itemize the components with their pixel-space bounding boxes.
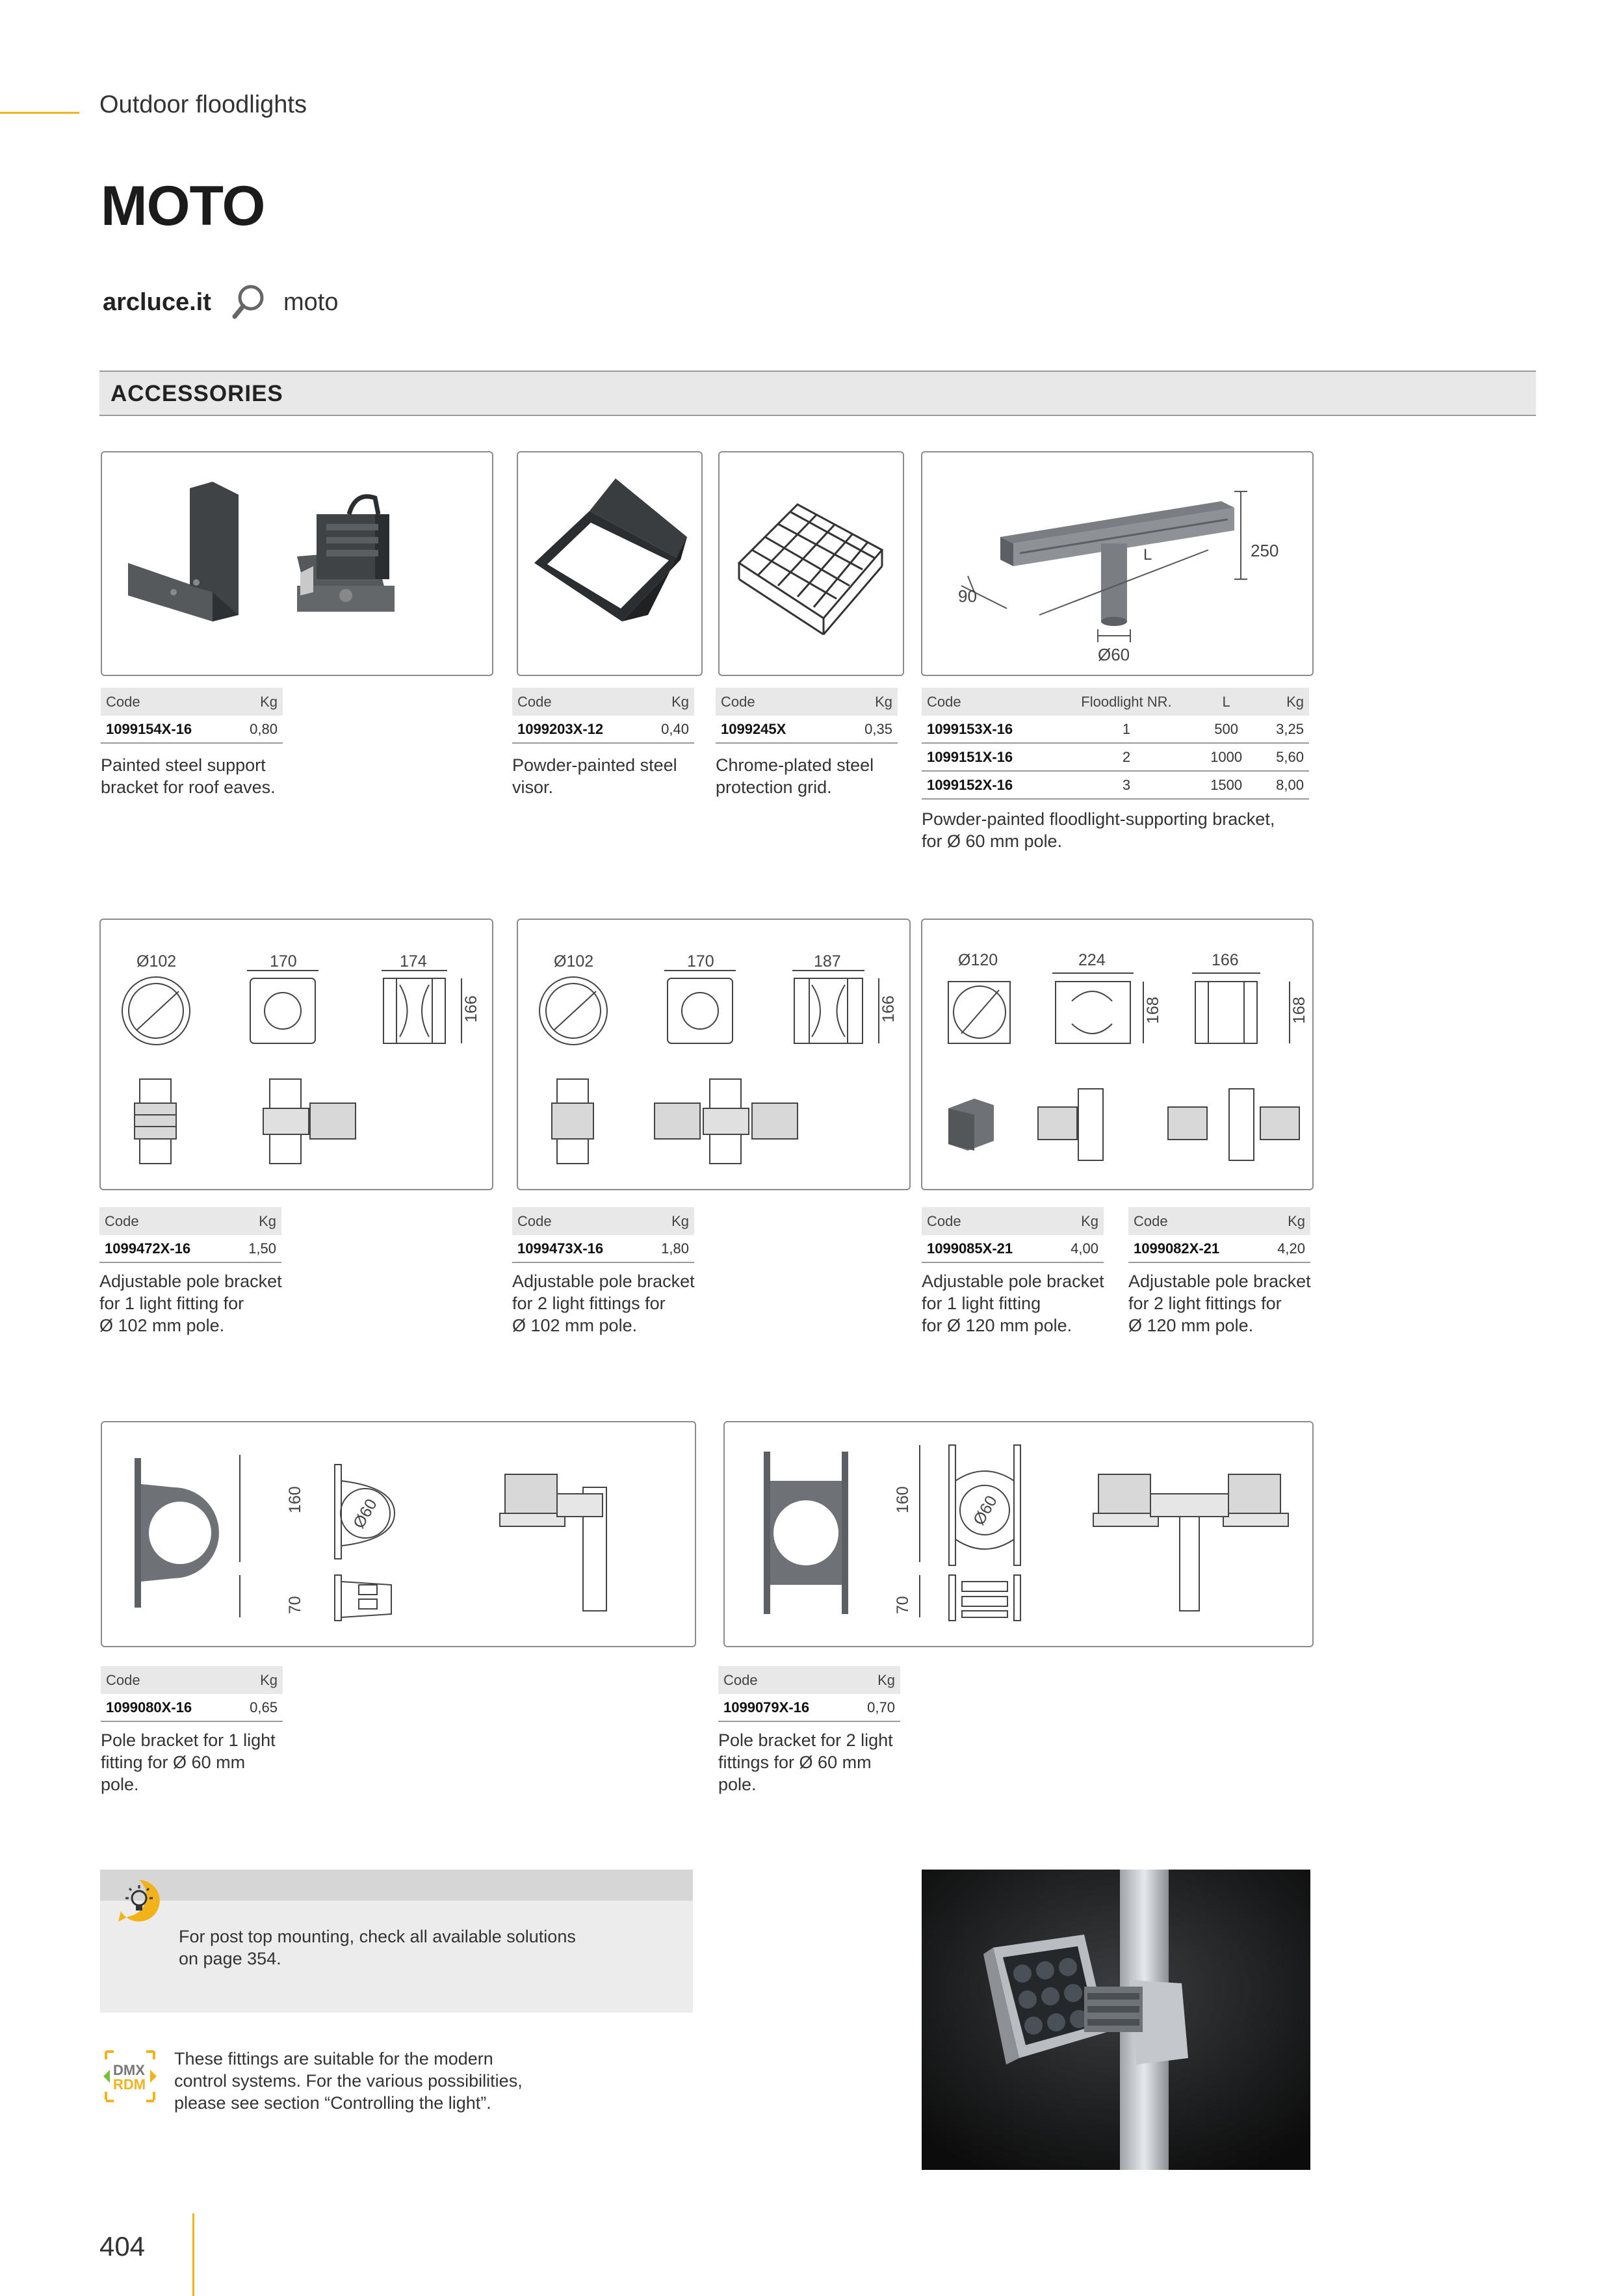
item-kg: 5,60: [1256, 743, 1309, 771]
visor-table: [512, 688, 694, 744]
search-icon: [231, 283, 265, 320]
item-kg: 0,80: [231, 716, 283, 743]
page-number: 404: [99, 2231, 146, 2262]
rdm-label: RDM: [113, 2076, 146, 2093]
header-accent-line: [0, 112, 79, 114]
search-keyword[interactable]: moto: [283, 289, 339, 316]
col-kg: Kg: [848, 1666, 900, 1694]
dim-height-1: 168: [1144, 997, 1162, 1024]
category-label: Outdoor floodlights: [99, 91, 307, 118]
col-kg: Kg: [642, 688, 694, 716]
pole-120-double-table: [1128, 1207, 1310, 1263]
t-bracket-image: [921, 451, 1314, 676]
product-photo: [922, 1870, 1310, 2170]
tip-box-header: [100, 1870, 693, 1901]
dim-width-b: 187: [814, 952, 841, 971]
dmx-label: DMX: [113, 2062, 145, 2078]
pole-120-drawing: [921, 919, 1314, 1190]
item-code: 1099245X: [716, 716, 837, 743]
dim-width: 70: [286, 1596, 304, 1614]
col-kg: Kg: [1256, 688, 1309, 716]
col-kg: Kg: [229, 1207, 281, 1235]
dim-diameter: Ø102: [554, 952, 594, 971]
item-kg: 0,70: [848, 1694, 900, 1721]
dim-length: L: [1143, 546, 1152, 564]
pole-60-double-description: Pole bracket for 2 light fittings for Ø 60 mm pole.: [718, 1730, 893, 1794]
pole-102-single-drawing: [99, 919, 493, 1190]
item-nr: 2: [1056, 743, 1197, 771]
col-code: Code: [922, 688, 1056, 716]
footer-accent-line: [192, 2213, 194, 2296]
pole-120-double-description: Adjustable pole bracket for 2 light fittings for Ø 120 mm pole.: [1128, 1272, 1311, 1335]
website-label[interactable]: arcluce.it: [103, 289, 211, 316]
item-kg: 4,00: [1052, 1235, 1104, 1262]
item-code: 1099080X-16: [101, 1694, 231, 1721]
dim-height: 160: [894, 1486, 912, 1513]
item-kg: 4,20: [1258, 1235, 1310, 1262]
dim-height: 250: [1251, 541, 1279, 560]
item-kg: 3,25: [1256, 716, 1309, 743]
col-floodlight-nr: Floodlight NR.: [1056, 688, 1197, 716]
col-code: Code: [922, 1207, 1052, 1235]
t-bracket-description: Powder-painted floodlight-supporting bracket, for Ø 60 mm pole.: [922, 809, 1275, 851]
dim-width: 70: [894, 1596, 912, 1614]
col-kg: Kg: [231, 1666, 283, 1694]
dim-width: 90: [958, 586, 977, 606]
dim-height: 160: [286, 1486, 304, 1513]
item-kg: 0,35: [837, 716, 898, 743]
dim-width-b: 166: [1212, 951, 1239, 969]
item-code: 1099153X-16: [922, 716, 1056, 743]
dmx-rdm-icon: [102, 2046, 158, 2106]
item-kg: 1,50: [229, 1235, 281, 1262]
item-code: 1099079X-16: [718, 1694, 848, 1721]
item-nr: 3: [1056, 771, 1197, 799]
col-length: L: [1197, 688, 1256, 716]
dim-height: 166: [879, 995, 898, 1023]
item-code: 1099472X-16: [99, 1235, 229, 1262]
dim-diameter: Ø60: [1098, 645, 1130, 664]
col-kg: Kg: [1052, 1207, 1104, 1235]
dim-diameter: Ø102: [136, 952, 177, 971]
item-kg: 1,80: [642, 1235, 694, 1262]
col-code: Code: [99, 1207, 229, 1235]
pole-102-double-description: Adjustable pole bracket for 2 light fittings for Ø 102 mm pole.: [512, 1272, 695, 1335]
dim-diameter: Ø60: [969, 1493, 1001, 1528]
dim-width-a: 224: [1078, 951, 1106, 969]
roof-bracket-table: [101, 688, 283, 744]
product-title: MOTO: [101, 175, 265, 237]
pole-60-single-description: Pole bracket for 1 light fitting for Ø 60 mm pole.: [101, 1730, 276, 1794]
col-code: Code: [512, 688, 642, 716]
item-code: 1099154X-16: [101, 716, 231, 743]
item-length: 1000: [1197, 743, 1256, 771]
table-row: [922, 771, 1309, 799]
lightbulb-icon: [116, 1877, 162, 1924]
pole-102-double-table: [512, 1207, 694, 1263]
pole-102-single-description: Adjustable pole bracket for 1 light fitting for Ø 102 mm pole.: [99, 1272, 282, 1335]
col-code: Code: [101, 688, 231, 716]
item-code: 1099203X-12: [512, 716, 642, 743]
pole-60-single-drawing: [101, 1421, 696, 1647]
roof-bracket-description: Painted steel support bracket for roof eaves.: [101, 755, 276, 797]
visor-description: Powder-painted steel visor.: [512, 755, 677, 797]
item-code: 1099085X-21: [922, 1235, 1052, 1262]
grid-description: Chrome-plated steel protection grid.: [716, 755, 874, 797]
item-code: 1099152X-16: [922, 771, 1056, 799]
grid-table: [716, 688, 898, 744]
col-code: Code: [512, 1207, 642, 1235]
roof-bracket-image: [101, 451, 493, 676]
pole-60-double-drawing: [723, 1421, 1314, 1647]
pole-120-single-table: [922, 1207, 1104, 1263]
col-code: Code: [101, 1666, 231, 1694]
item-code: 1099151X-16: [922, 743, 1056, 771]
item-nr: 1: [1056, 716, 1197, 743]
item-kg: 0,65: [231, 1694, 283, 1721]
section-title: ACCESSORIES: [110, 381, 283, 406]
t-bracket-table: [922, 688, 1309, 800]
col-kg: Kg: [231, 688, 283, 716]
pole-60-single-table: [101, 1666, 283, 1722]
pole-102-double-drawing: [517, 919, 911, 1190]
item-code: 1099473X-16: [512, 1235, 642, 1262]
pole-60-double-table: [718, 1666, 900, 1722]
item-kg: 8,00: [1256, 771, 1309, 799]
col-kg: Kg: [642, 1207, 694, 1235]
dim-height: 166: [462, 995, 480, 1023]
item-length: 1500: [1197, 771, 1256, 799]
table-row: [922, 716, 1309, 743]
dim-diameter: Ø60: [349, 1496, 381, 1532]
col-kg: Kg: [837, 688, 898, 716]
item-length: 500: [1197, 716, 1256, 743]
table-row: [922, 743, 1309, 771]
dim-diameter: Ø120: [958, 951, 998, 969]
dim-width-a: 170: [270, 952, 297, 971]
col-kg: Kg: [1258, 1207, 1310, 1235]
dmx-text: These fittings are suitable for the modern control systems. For the various possibilities, please see section “Controlling the light”.: [174, 2049, 523, 2113]
dim-width-a: 170: [687, 952, 714, 971]
item-kg: 0,40: [642, 716, 694, 743]
col-code: Code: [716, 688, 837, 716]
visor-image: [517, 451, 703, 676]
pole-120-single-description: Adjustable pole bracket for 1 light fitting for Ø 120 mm pole.: [922, 1272, 1104, 1335]
pole-102-single-table: [99, 1207, 281, 1263]
col-code: Code: [718, 1666, 848, 1694]
grid-image: [718, 451, 904, 676]
item-code: 1099082X-21: [1128, 1235, 1258, 1262]
dim-width-b: 174: [400, 952, 427, 971]
col-code: Code: [1128, 1207, 1258, 1235]
tip-text: For post top mounting, check all available solutions on page 354.: [179, 1927, 576, 1968]
section-bar: [99, 372, 1536, 416]
dim-height-2: 168: [1290, 997, 1308, 1024]
